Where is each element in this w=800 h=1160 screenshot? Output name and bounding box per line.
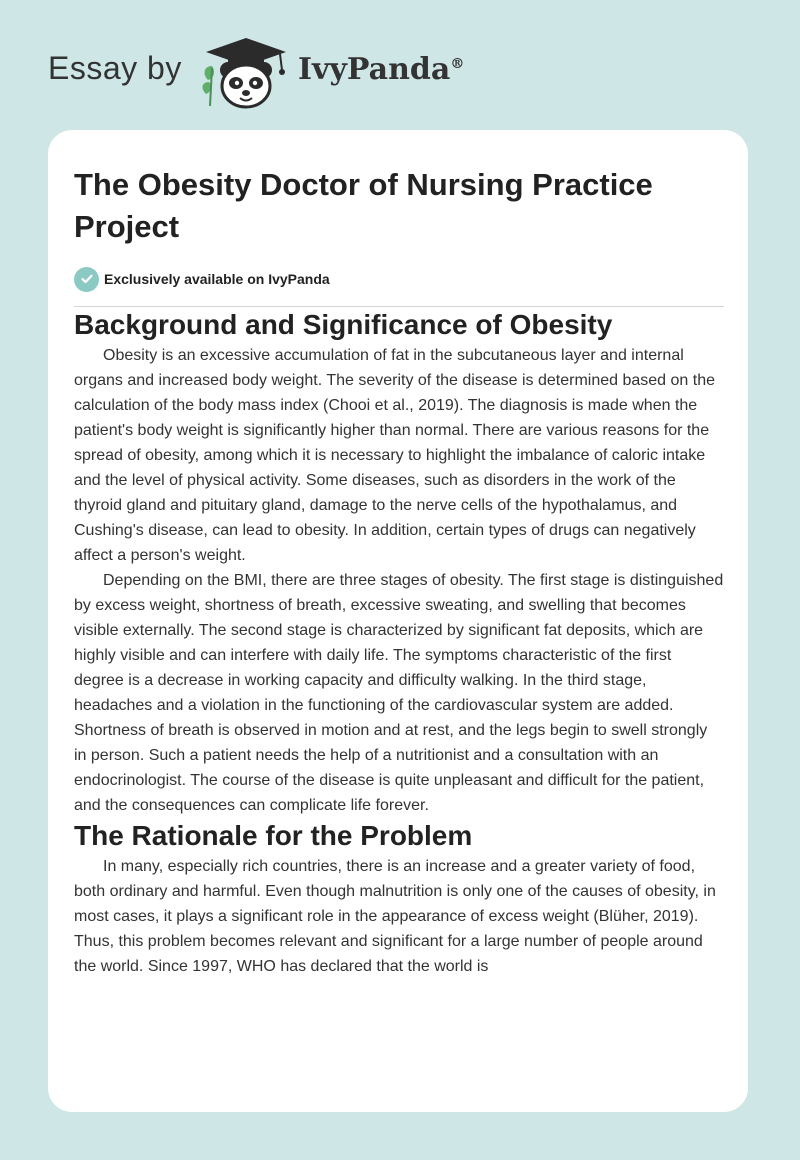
brand-name[interactable]: IvyPanda® [298, 52, 465, 87]
essay-content [74, 164, 724, 979]
page-title: The Obesity Doctor of Nursing Practice Project [74, 167, 653, 244]
essay-card [48, 130, 748, 1112]
paragraph: In many, especially rich countries, there is an increase and a greater variety of food, both ordinary and harmful. Even though malnutrition is only one of the causes of obesity, in most cases, it plays a significant role in the appearance of excess weight (Blüher, 2019). Thus, this problem becomes relevant and significant for a large number of people around the world. Since 1997, WHO has declared that the world is [74, 858, 716, 975]
site-header [0, 0, 800, 130]
checkmark-circle-icon [74, 267, 99, 292]
badge-text: Exclusively available on IvyPanda [104, 271, 330, 287]
section-heading: Background and Significance of Obesity [74, 309, 613, 340]
panda-graduation-cap-icon[interactable] [198, 36, 294, 110]
paragraph: Obesity is an excessive accumulation of fat in the subcutaneous layer and internal organs and increased body weight. The severity of the disease is determined based on the calculation of the body mass index (Chooi et al., 2019). The diagnosis is made when the patient's body weight is significantly higher than normal. There are various reasons for the spread of obesity, among which it is necessary to highlight the imbalance of caloric intake and the level of physical activity. Some diseases, such as disorders in the work of the thyroid gland and pituitary gland, damage to the nerve cells of the hypothalamus, and Cushing's disease, can lead to obesity. In addition, certain types of drugs can negatively affect a person's weight. [74, 347, 715, 564]
paragraph: Depending on the BMI, there are three stages of obesity. The first stage is distinguished by excess weight, shortness of breath, excessive sweating, and swelling that becomes visible externally. The second stage is characterized by significant fat deposits, which are highly visible and can interfere with daily life. The symptoms characteristic of the first degree is a decrease in working capacity and difficulty walking. In the third stage, headaches and a violation in the functioning of the cardiovascular system are added. Shortness of breath is observed in motion and at rest, and the legs begin to swell strongly in person. Such a patient needs the help of a nutritionist and a consultation with an endocrinologist. The course of the disease is quite unpleasant and difficult for the patient, and the consequences can complicate life forever. [74, 572, 724, 814]
brand-prefix: Essay by [48, 50, 182, 86]
section-heading: The Rationale for the Problem [74, 820, 473, 851]
exclusive-badge [74, 266, 724, 292]
